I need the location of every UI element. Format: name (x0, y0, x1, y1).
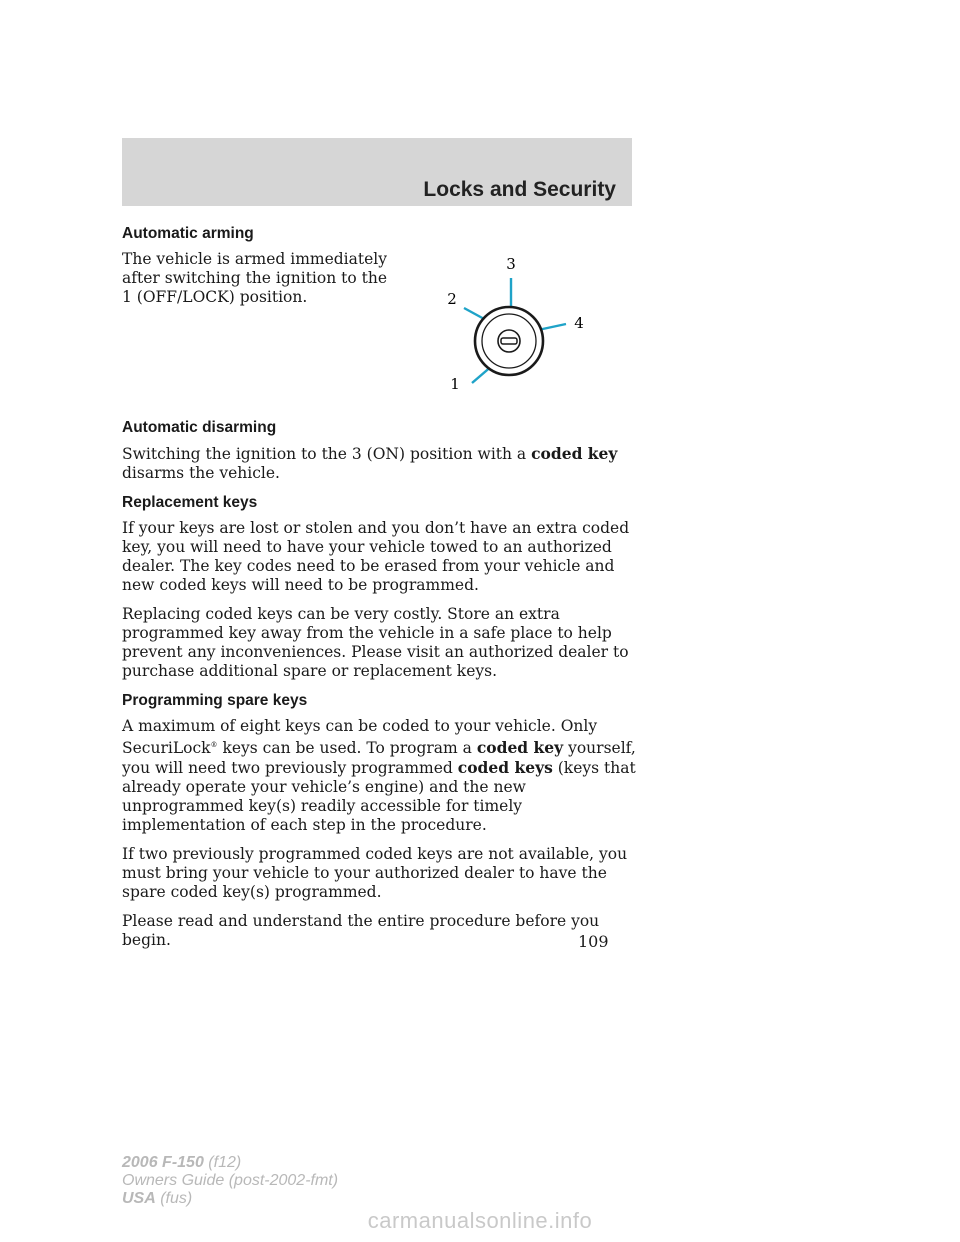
disarming-bold-coded-key: coded key (531, 444, 618, 463)
replacement-paragraph-2: Replacing coded keys can be very costly. Store an extra programmed key away from the vehicle in a safe place to help prevent any inconveniences. Please visit an authorized dealer to purchase additional spare or replacement keys. (122, 605, 629, 680)
section-title: Locks and Security (423, 178, 616, 201)
programming-text-b: keys can be used. To program a (217, 739, 477, 757)
programming-text-a: A maximum of eight keys can be coded to your vehicle. Only SecuriLock (122, 717, 598, 757)
disarming-text-post: disarms the vehicle. (122, 464, 280, 482)
replacement-paragraph-1: If your keys are lost or stolen and you don’t have an extra coded key, you will need to have your vehicle towed to an authorized dealer. The key codes need to be erased from your vehicle and new coded keys will need to be programmed. (122, 519, 630, 594)
watermark: carmanualsonline.info (367, 1208, 593, 1233)
position-label-2: 2 (447, 290, 457, 308)
footer-line-1 (122, 1154, 338, 1172)
document-footer (122, 1154, 338, 1208)
footer-market-code: (fus) (155, 1190, 193, 1207)
section-replacement-keys (122, 493, 642, 681)
footer-model: 2006 F-150 (122, 1154, 204, 1171)
position-label-1: 1 (450, 375, 460, 393)
position-label-4: 4 (574, 314, 584, 332)
ignition-positions-diagram (420, 248, 610, 408)
programming-text-d: (keys that already operate your vehicle’s engine) and the new unprogrammed key(s) readily accessible for timely implementation of each step in the procedure. (122, 759, 636, 834)
heading-automatic-arming: Automatic arming (122, 225, 254, 242)
disarming-text-pre: Switching the ignition to the 3 (ON) position with a (122, 445, 532, 463)
programming-paragraph-3: Please read and understand the entire procedure before you begin. (122, 912, 600, 949)
footer-model-code: (f12) (203, 1154, 242, 1171)
footer-line-3 (122, 1190, 338, 1208)
programming-bold-coded-keys: coded keys (457, 758, 553, 777)
disarming-paragraph (122, 444, 642, 483)
heading-automatic-disarming: Automatic disarming (122, 419, 277, 436)
arming-paragraph: The vehicle is armed immediately after switching the ignition to the 1 (OFF/LOCK) position. (122, 250, 388, 306)
heading-replacement-keys: Replacement keys (122, 494, 258, 511)
position-label-3: 3 (506, 255, 516, 273)
footer-line-2: Owners Guide (post-2002-fmt) (122, 1172, 339, 1189)
footer-market: USA (122, 1190, 156, 1207)
section-automatic-disarming (122, 418, 642, 483)
programming-bold-coded-key: coded key (476, 738, 564, 757)
registered-mark: ® (210, 741, 218, 749)
section-header-band (122, 138, 632, 206)
heading-programming-spare-keys: Programming spare keys (122, 692, 308, 709)
programming-text-c: yourself, you will need two previously programmed (122, 739, 636, 777)
page-number: 109 (578, 932, 609, 951)
programming-paragraph-1 (122, 717, 642, 835)
programming-paragraph-2: If two previously programmed coded keys are not available, you must bring your vehicle to your authorized dealer to have the spare coded key(s) programmed. (122, 845, 628, 901)
section-programming-spare-keys (122, 691, 642, 950)
